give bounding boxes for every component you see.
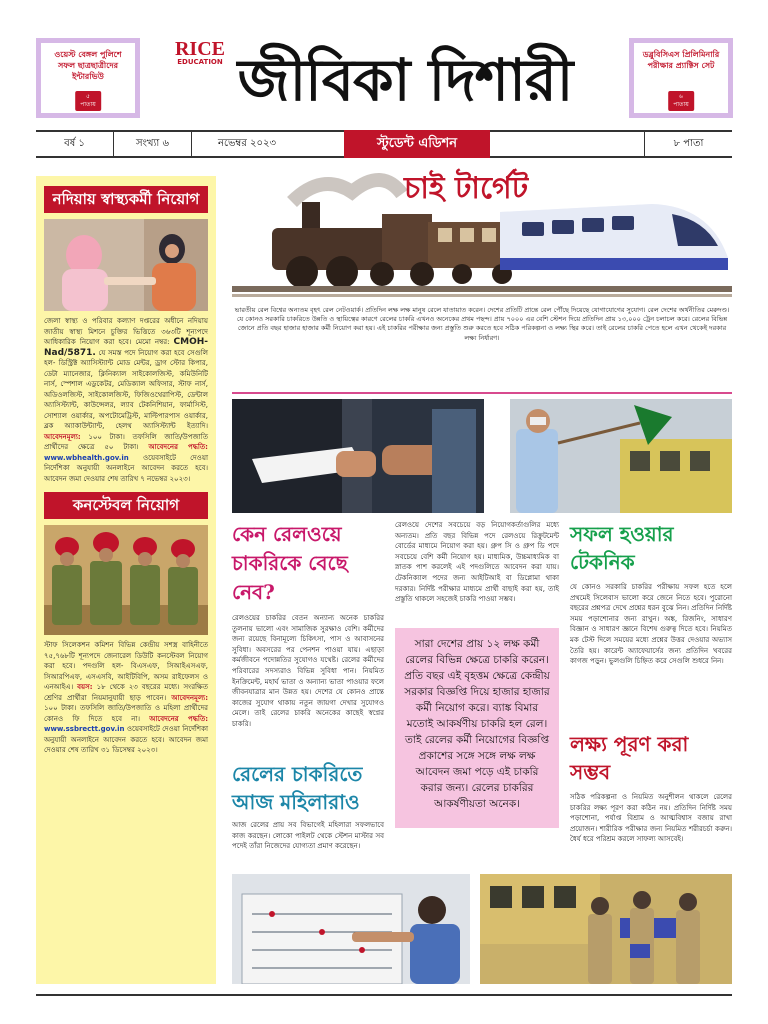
constable-photo xyxy=(44,525,208,635)
nadia-site-label: আবেদনের পদ্ধতি: xyxy=(148,443,208,451)
women-article xyxy=(232,760,384,852)
vaccination-illustration xyxy=(44,219,208,311)
soldiers-illustration xyxy=(44,525,208,635)
goal-body: সঠিক পরিকল্পনা ও নিয়মিত অনুশীলন থাকলে রেলের চাকরির লক্ষ্য পূরণ করা কঠিন নয়। প্রতিদিন নির্দিষ্ট সময় পড়াশোনা, পর্যাপ্ত বিশ্রাম ও আত্মবিশ্বাস বজায় রাখা প্রয়োজন। শারীরিক পরীক্ষার জন্য নিয়মিত শরীরচর্চা করুন। ধৈর্য ধরে পরিশ্রম করলে সাফল্য আসবেই। xyxy=(570,793,732,844)
newspaper-title: জীবিকা দিশারী xyxy=(237,46,573,114)
ssbrectt-link[interactable]: www.ssbrectt.gov.in xyxy=(44,725,125,733)
railway-recruitment-body: রেলওয়ে দেশের সবচেয়ে বড় নিয়োগকর্তাগুলির মধ্যে অন্যতম। প্রতি বছর বিভিন্ন পদে রেলওয়ে রিক্রুটমেন্ট বোর্ডের মাধ্যমে নিয়োগ করা হয়। গ্রুপ সি ও গ্রুপ ডি পদে সবচেয়ে বেশি কর্মী নিয়োগ হয়। মাধ্যমিক, উচ্চমাধ্যমিক বা স্নাতক পাশ করলেই এই পদগুলিতে আবেদন করা যায়। টেকনিক্যাল পদের জন্য আইটিআই বা ডিপ্লোমা থাকা দরকার। নির্দিষ্ট পরীক্ষার মাধ্যমে প্রার্থী বাছাই করা হয়, তাই প্রস্তুতি থাকলে সহজেই চাকরি পাওয়া সম্ভব। xyxy=(395,521,559,604)
right-promo-text: ডব্লুবিসিএস প্রিলিমিনারি পরীক্ষার প্র্যাক্টিস সেট xyxy=(642,50,720,70)
nadia-health-intro: জেলা স্বাস্থ্য ও পরিবার কল্যাণ দপ্তরের অধীনে নদিয়ায় জাতীয় স্বাস্থ্য মিশনে চুক্তির ভিত্তিতে ৩৬৩টি শূন্যপদে আধিকারিক নিয়োগ করা হবে। মেমো নম্বর: xyxy=(44,317,208,346)
brand-logo-rice: RICE xyxy=(174,38,225,60)
issue-info-bar xyxy=(36,130,732,158)
constable-closing: ওয়েবসাইটে দেওয়া নির্দেশিকা অনুযায়ী অনলাইনে আবেদন করতে হবে। আবেদন জমা দেওয়ার শেষ তারিখ ৩১ ডিসেম্বর ২০২৩। xyxy=(44,725,208,754)
success-headline: সফল হওয়ার টেকনিক xyxy=(570,522,674,574)
banner-headline: চাই টার্গেট xyxy=(404,171,529,206)
goal-article xyxy=(570,730,732,845)
why-railway-headline: কেন রেলওয়ে চাকরিকে বেছে নেব? xyxy=(232,522,348,604)
nadia-health-posts: যে সমস্ত পদে নিয়োগ করা হবে সেগুলি হল- ডিস্ট্রিক্ট অ্যাসিস্ট্যান্ট মোড মেন্টর, ড্রাগ স্টোর কিপার, ডেটা ম্যানেজার, ক্লিনিক্যাল সাইকোলজিস্ট, কমিউনিটি নার্স, স্পেশাল এডুকেটর, মেডিক্যাল অফিসার, স্টাফ নার্স, অডিওলজিস্ট, সাইকোলজিস্ট, ফিজিওথেরাপিস্ট, ডেন্টাল অ্যাসিস্ট্যান্ট, কাউন্সেলর, ল্যাব টেকনিশিয়ান, ফার্মাসিস্ট, সোশ্যাল ওয়ার্কার, অপটোমেট্রিস্ট, মাল্টিপারপাস ওয়ার্কার, ব্লক অ্যাকাউন্ট্যান্ট, হেলথ অ্যাসিস্ট্যান্ট ইত্যাদি। xyxy=(44,348,208,430)
ticket-check-photo xyxy=(232,399,484,513)
goal-headline: লক্ষ্য পূরণ করা সম্ভব xyxy=(570,732,689,784)
why-railway-article xyxy=(232,520,384,730)
left-promo-page-word: পাতায় xyxy=(80,101,96,108)
guard-flag-photo xyxy=(510,399,732,513)
constable-intro: স্টাফ সিলেকশন কমিশন বিভিন্ন কেন্দ্রীয় সশস্ত্র বাহিনীতে ৭৫,৭৬৮টি শূন্যপদে জেনারেল ডিউটি কনস্টেবল নিয়োগ করা হবে। পদগুলি হল- বিএসএফ, সিআইএসএফ, সিআরপিএফ, এসএসবি, আইটিবিপি, অসম রাইফেলস ও এনআইএ। xyxy=(44,641,208,691)
wbhealth-link[interactable]: www.wbhealth.gov.in xyxy=(44,453,129,462)
jobs-sidebar xyxy=(36,176,216,984)
nadia-fee: ১০০ টাকা। তফসিলি জাতি/উপজাতি প্রার্থীদের ক্ষেত্রে ৫০ টাকা। xyxy=(44,432,208,451)
nadia-health-headline: নদিয়ায় স্বাস্থ্যকর্মী নিয়োগ xyxy=(44,186,208,213)
constable-fee: ১০০ টাকা। তফসিলি জাতি/উপজাতি ও মহিলা প্রার্থীদের কোনও ফি দিতে হবে না। xyxy=(44,704,208,723)
constable-headline: কনস্টেবল নিয়োগ xyxy=(44,492,208,519)
right-promo-page xyxy=(668,91,694,111)
woman-control-panel-photo xyxy=(232,874,470,984)
right-promo-box[interactable] xyxy=(629,38,733,118)
brand-logo-education: EDUCATION xyxy=(177,58,223,66)
issue-year: বর্ষ ১ xyxy=(36,132,114,156)
right-promo-page-num: ৬ xyxy=(679,93,683,100)
women-headline: রেলের চাকরিতে আজ মহিলারাও xyxy=(232,762,363,814)
ticket-checking-illustration xyxy=(232,399,484,513)
control-panel-illustration xyxy=(232,874,470,984)
employees-callout: সারা দেশের প্রায় ১২ লক্ষ কর্মী রেলের বিভিন্ন ক্ষেত্রে চাকরি করেন। প্রতি বছর এই বৃহত্তম ক্ষেত্রে কেন্দ্রীয় সরকার বিজ্ঞপ্তি দিয়ে হাজার হাজার কর্মী নিয়োগ করে। ব্যাঙ্ক বিমার মতোই আকর্ষণীয় চাকরি হল রেল। তাই রেলের কর্মী নিয়োগের বিজ্ঞপ্তি প্রকাশের সঙ্গে সঙ্গে লক্ষ লক্ষ আবেদন জমা পড়ে এই চাকরি করার জন্য। রেলের চাকরির আকর্ষণীয়তা অনেক। xyxy=(395,628,559,828)
constable-body xyxy=(44,640,208,756)
constable-fee-label: আবেদনমূল্য: xyxy=(171,693,208,702)
page-bottom-rule xyxy=(36,994,732,996)
edition-badge: স্টুডেন্ট এডিশন xyxy=(344,130,490,158)
left-promo-text: ওয়েস্ট বেঙ্গল পুলিশে সফল ছাত্রছাত্রীদের ইন্টারভিউ xyxy=(54,50,122,81)
left-promo-page-num: ৫ xyxy=(86,93,90,100)
left-promo-box[interactable] xyxy=(36,38,140,118)
nadia-closing: ওয়েবসাইটে দেওয়া নির্দেশিকা অনুযায়ী অনলাইনে আবেদন করতে হবে। আবেদন জমা দেওয়ার শেষ তারিখ ৭ নভেম্বর ২০২৩। xyxy=(44,453,208,483)
success-body: যে কোনও সরকারি চাকরির পরীক্ষায় সফল হতে হলে প্রথমেই সিলেবাস ভালো করে জেনে নিতে হবে। পুরোনো বছরের প্রশ্নপত্র দেখে প্রশ্নের ধরন বুঝে নিন। প্রতিদিন নির্দিষ্ট সময় পড়াশোনার জন্য রাখুন। অঙ্ক, রিজনিং, সাধারণ বিজ্ঞান ও সাধারণ জ্ঞানে বিশেষ গুরুত্ব দিতে হবে। নিয়মিত মক টেস্ট দিলে সময়ের মধ্যে প্রশ্নের উত্তর দেওয়ার অভ্যাস তৈরি হয়। কারেন্ট অ্যাফেয়ার্সের জন্য প্রতিদিন খবরের কাগজ পড়ুন। ভুলগুলি চিহ্নিত করে সেগুলি শুধরে নিন। xyxy=(570,583,732,666)
constable-age: ১৮ থেকে ২৩ বছরের মধ্যে। সংরক্ষিত শ্রেণির প্রার্থীরা নিয়মানুযায়ী ছাড় পাবেন। xyxy=(44,683,208,702)
why-railway-body: রেলওয়ের চাকরির বেতন অন্যান্য অনেক চাকরির তুলনায় ভালো এবং সামাজিক সুরক্ষাও বেশি। কর্মীদের জন্য রয়েছে বিনামূল্যে চিকিৎসা, পাস ও আবাসনের সুবিধা। অবসরের পর পেনশন পাওয়া যায়। এছাড়া কর্মজীবনে পদোন্নতির সুযোগও যথেষ্ট। রেলের কর্মীদের পরিবারের সদস্যরাও বিভিন্ন সুবিধা পান। নিয়মিত ইনক্রিমেন্ট, মহার্ঘ ভাতা ও অন্যান্য ভাতা পাওয়ার ফলে জীবনযাত্রার মান উন্নত হয়। দেশের যে কোনও প্রান্তে কাজের সুযোগ থাকায় নতুন জায়গা দেখার সুযোগও মেলে। তাই রেলের চাকরি অনেকের কাছেই স্বপ্নের চাকরি। xyxy=(232,614,384,728)
memo-number: CMOH-Nad/5871. xyxy=(44,337,208,358)
women-body: আজ রেলের প্রায় সব বিভাগেই মহিলারা সফলভাবে কাজ করছেন। লোকো পাইলট থেকে স্টেশন মাস্টার সব পদেই তাঁরা নিজেদের যোগ্যতা প্রমাণ করেছেন। xyxy=(232,821,384,851)
women-police-illustration xyxy=(480,874,732,984)
nadia-health-body xyxy=(44,316,208,484)
issue-number: সংখ্যা ৬ xyxy=(114,132,192,156)
nadia-fee-label: আবেদনমূল্য: xyxy=(44,432,81,441)
guard-with-flag-illustration xyxy=(510,399,732,513)
left-promo-page xyxy=(75,91,101,111)
constable-site-label: আবেদনের পদ্ধতি: xyxy=(149,714,208,723)
issue-date: নভেম্বর ২০২৩ xyxy=(217,138,277,149)
success-article xyxy=(570,520,732,667)
masthead xyxy=(0,0,768,125)
women-police-photo xyxy=(480,874,732,984)
section-divider xyxy=(232,392,732,394)
health-worker-photo xyxy=(44,219,208,311)
page-count: ৮ পাতা xyxy=(644,132,732,156)
banner-body-text: ভারতীয় রেল বিশ্বের অন্যতম বৃহৎ রেল নেটওয়ার্ক। প্রতিদিন লক্ষ লক্ষ মানুষ রেলে যাতায়াত করেন। দেশের প্রতিটি প্রান্তে রেল পৌঁছে দিয়েছে যোগাযোগের সুযোগ। রেল দেশের অর্থনীতির মেরুদণ্ড। যে কোনও সরকারি চাকরিতে উন্নতি ও স্থায়িত্বের কারণে রেলের চাকরি এখনও অনেকের প্রথম পছন্দ। প্রায় ৭০০০ এর বেশি স্টেশন দিয়ে প্রতিদিন প্রায় ১৩,০০০ ট্রেন চলাচল করে। রেলের বিভিন্ন জোনে প্রতি বছর হাজার হাজার কর্মী নিয়োগ করা হয়। এই চাকরির পরীক্ষার জন্য প্রস্তুতি শুরু করতে হবে সঠিক পরিকল্পনা ও লক্ষ্য স্থির করে। তাই রেলের চাকরি পেতে হলে এখন থেকেই দরকার লক্ষ্য নির্ধারণ। xyxy=(234,306,730,342)
right-promo-page-word: পাতায় xyxy=(673,101,689,108)
constable-age-label: বয়স: xyxy=(77,683,93,691)
